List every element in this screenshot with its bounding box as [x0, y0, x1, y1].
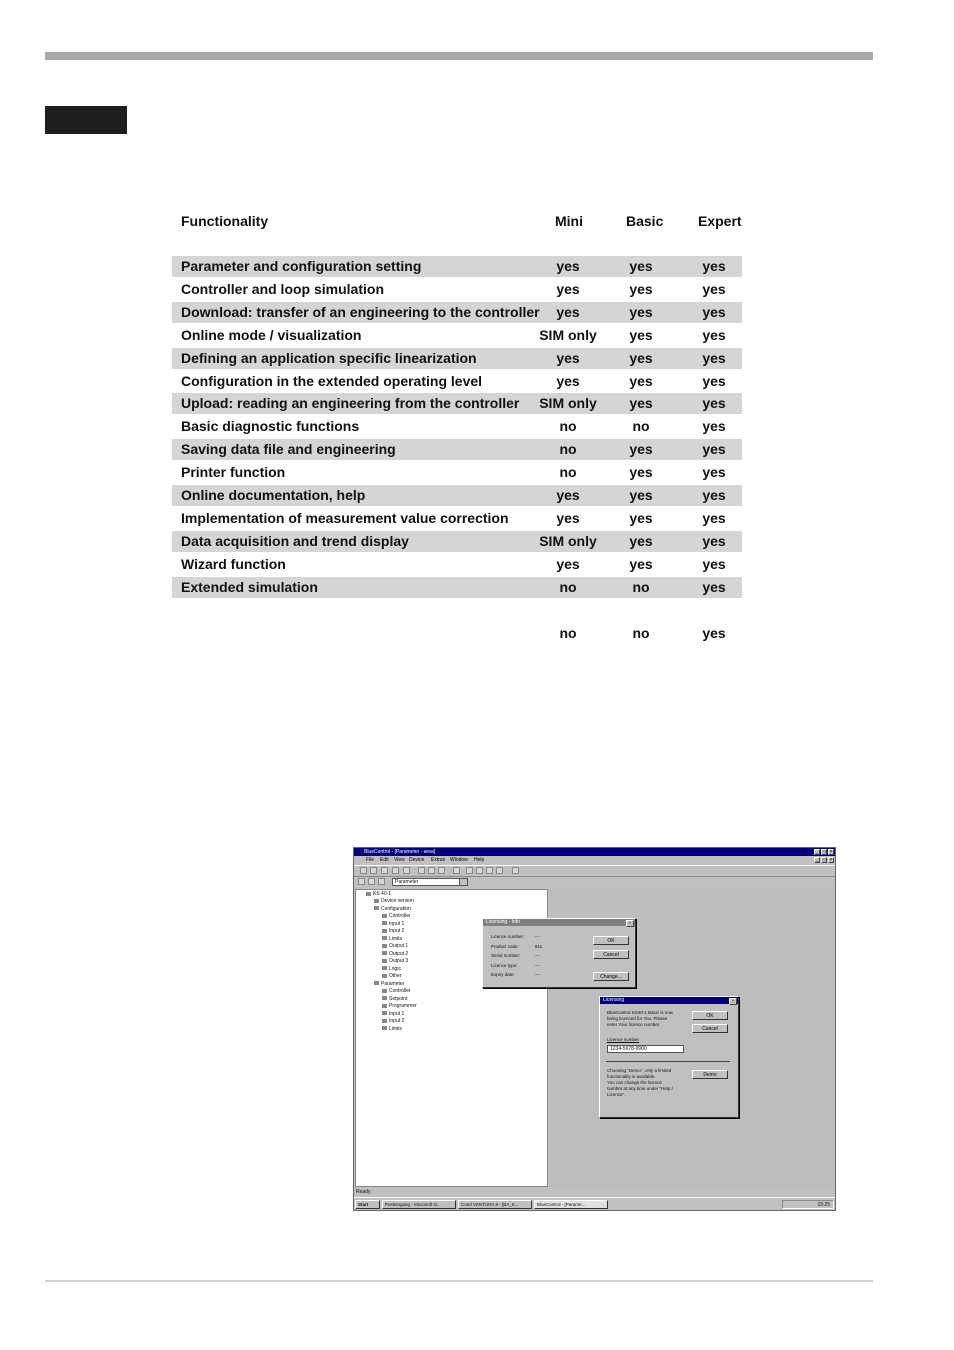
ok-button[interactable]: OK: [692, 1011, 728, 1020]
message-line: BlueControl KS40-1 Basic is now: [607, 1010, 674, 1015]
row-basic: yes: [629, 349, 653, 366]
status-text: Ready: [356, 1189, 371, 1195]
info-label: Serial number:: [491, 953, 521, 958]
menu-extras[interactable]: Extras: [431, 857, 446, 863]
row-basic: yes: [629, 509, 653, 526]
info-value: 811: [535, 943, 543, 949]
row-functionality: Basic diagnostic functions: [181, 418, 360, 435]
tree-item[interactable]: Input 1: [382, 921, 404, 927]
tree-item[interactable]: Device version: [374, 898, 414, 904]
row-mini: yes: [556, 280, 580, 297]
toolbar-button[interactable]: [378, 878, 385, 885]
toolbar-button[interactable]: [466, 867, 473, 874]
table-row: [172, 416, 742, 437]
message-line: enter Your licence number.: [607, 1022, 661, 1027]
licence-number-field[interactable]: [607, 1045, 684, 1053]
taskbar-item[interactable]: Corel VENTURA 8 - [BA_K...: [458, 1200, 532, 1209]
status-bar: [354, 1188, 835, 1196]
demo-info-line: You can change the licence: [607, 1080, 662, 1085]
tree-item[interactable]: Input 1: [382, 1011, 404, 1017]
row-functionality: Configuration in the extended operating level: [181, 372, 483, 389]
row-basic: yes: [629, 258, 653, 274]
row-functionality: Online mode / visualization: [181, 326, 362, 343]
workspace-pane: [486, 889, 834, 1187]
row-functionality: Controller and loop simulation: [181, 280, 384, 297]
menu-edit[interactable]: Edit: [380, 857, 389, 863]
licensing-dialog: [599, 996, 739, 1118]
info-label: Product code:: [491, 943, 519, 949]
tree-item[interactable]: Input 2: [382, 1018, 404, 1024]
row-basic: yes: [629, 555, 653, 572]
table-row: [172, 256, 742, 277]
row-mini: yes: [556, 509, 580, 526]
row-basic: yes: [629, 464, 653, 481]
app-screenshot: [353, 847, 836, 1211]
row-basic: yes: [629, 532, 653, 549]
table-row: [172, 577, 742, 598]
row-basic: yes: [629, 395, 653, 412]
licensing-info-dialog: [482, 918, 636, 988]
table-row: [172, 462, 742, 483]
info-label: Licence type:: [491, 962, 518, 968]
row-basic: yes: [629, 303, 653, 320]
cancel-button[interactable]: Cancel: [593, 950, 629, 959]
row-functionality: Defining an application specific linearization: [181, 349, 477, 366]
info-value: ---: [535, 962, 540, 968]
window-title: BlueControl - [Parameter - area]: [364, 849, 436, 855]
child-close-button[interactable]: ×: [829, 857, 833, 863]
info-label: Licence number:: [491, 934, 525, 939]
menu-file[interactable]: File: [366, 857, 375, 863]
row-functionality: Printer function: [181, 464, 286, 481]
clock: 15:25: [817, 1202, 830, 1208]
row-expert: yes: [702, 464, 726, 481]
header-expert: Expert: [698, 213, 742, 229]
row-functionality: Extended simulation: [181, 578, 318, 595]
child-restore-button[interactable]: □: [822, 857, 826, 863]
row-functionality: Saving data file and engineering: [181, 441, 396, 458]
info-value: ---: [535, 972, 540, 977]
table-row: [172, 393, 742, 414]
row-expert: yes: [702, 418, 726, 435]
maximize-button[interactable]: □: [822, 849, 826, 855]
table-row: [172, 348, 742, 369]
toolbar: [354, 865, 835, 877]
start-button[interactable]: Start: [355, 1200, 380, 1209]
toolbar-button[interactable]: [438, 867, 445, 874]
row-basic: yes: [629, 280, 653, 297]
row-mini: yes: [556, 258, 580, 274]
table-row: [172, 623, 742, 644]
row-basic: yes: [629, 326, 653, 343]
row-basic: no: [632, 624, 650, 641]
section-tab: [45, 106, 127, 134]
row-expert: yes: [702, 280, 726, 297]
row-functionality: Data acquisition and trend display: [181, 532, 409, 549]
tree-item[interactable]: Parameter: [374, 981, 404, 987]
row-mini: SIM only: [539, 326, 597, 343]
tree-item[interactable]: Programmer: [382, 1003, 417, 1009]
header-mini: Mini: [555, 213, 583, 229]
taskbar-item[interactable]: Posteingang - Microsoft O...: [382, 1200, 456, 1209]
menu-view[interactable]: View: [394, 857, 405, 863]
tree-item[interactable]: Controller: [382, 913, 411, 919]
row-expert: yes: [702, 372, 726, 389]
tree-item[interactable]: Other: [382, 973, 402, 979]
table-row: [172, 325, 742, 346]
tree-item[interactable]: Logic: [382, 966, 401, 972]
row-expert: yes: [702, 487, 726, 503]
close-icon[interactable]: ×: [626, 920, 634, 927]
row-mini: yes: [556, 372, 580, 389]
toolbar-button[interactable]: [370, 867, 377, 874]
row-expert: yes: [702, 303, 726, 320]
row-mini: yes: [556, 349, 580, 366]
toolbar-button[interactable]: [368, 878, 375, 885]
table-row: [172, 485, 742, 506]
row-functionality: Implementation of measurement value correction: [181, 509, 509, 526]
row-expert: yes: [702, 624, 726, 641]
tree-root[interactable]: KS 40-1: [366, 891, 391, 897]
row-mini: yes: [556, 303, 580, 320]
toolbar-button[interactable]: [453, 867, 460, 874]
row-mini: no: [559, 418, 577, 435]
dialog-title: Licensing - Info: [483, 919, 635, 926]
toolbar-button[interactable]: [403, 867, 410, 874]
row-functionality: Online documentation, help: [181, 487, 366, 503]
info-value: ---: [535, 953, 540, 958]
taskbar-item-active[interactable]: BlueControl - [Parame...: [534, 1200, 608, 1209]
menu-device[interactable]: Device: [409, 857, 425, 863]
demo-info-line: Choosing "Demo", only a limited: [607, 1068, 672, 1073]
menu-window[interactable]: Window: [450, 857, 468, 863]
table-row: [172, 302, 742, 323]
toolbar-button[interactable]: [360, 867, 367, 874]
row-functionality: Upload: reading an engineering from the controller: [181, 395, 520, 412]
child-minimize-button[interactable]: _: [815, 857, 819, 863]
table-row: [172, 531, 742, 552]
table-row: [172, 371, 742, 392]
row-mini: yes: [556, 555, 580, 572]
toolbar-button[interactable]: [418, 867, 425, 874]
row-expert: yes: [702, 349, 726, 366]
info-label: Expiry date:: [491, 972, 515, 977]
row-expert: yes: [702, 509, 726, 526]
row-basic: yes: [629, 441, 653, 458]
table-row: [172, 554, 742, 575]
row-expert: yes: [702, 532, 726, 549]
tree-item[interactable]: Configuration: [374, 906, 411, 912]
header-basic: Basic: [626, 213, 664, 229]
row-basic: yes: [629, 487, 653, 503]
table-row: [172, 508, 742, 529]
bottom-rule: [45, 1280, 873, 1282]
divider: [606, 1061, 730, 1062]
dialog-title: Licensing: [600, 997, 738, 1004]
row-mini: SIM only: [539, 395, 597, 412]
toolbar-button[interactable]: [358, 878, 365, 885]
toolbar-button[interactable]: [486, 867, 493, 874]
toolbar-button[interactable]: [496, 867, 503, 874]
tree-item[interactable]: Controller: [382, 988, 411, 994]
header-functionality: Functionality: [181, 213, 269, 229]
row-functionality: Parameter and configuration setting: [181, 258, 422, 274]
help-icon[interactable]: [512, 867, 519, 874]
row-mini: no: [559, 578, 577, 595]
table-row: [172, 439, 742, 460]
minimize-button[interactable]: _: [815, 849, 819, 855]
toolbar-button[interactable]: [381, 867, 388, 874]
row-expert: yes: [702, 258, 726, 274]
close-icon[interactable]: ×: [729, 998, 737, 1005]
tree-item[interactable]: Output 2: [382, 951, 408, 957]
row-mini: yes: [556, 487, 580, 503]
row-mini: no: [559, 464, 577, 481]
row-basic: yes: [629, 372, 653, 389]
table-header: [172, 206, 747, 236]
window-titlebar: [354, 848, 835, 856]
licence-number-label: Licence number: [607, 1037, 640, 1042]
cancel-button[interactable]: Cancel: [692, 1024, 728, 1033]
menu-bar: [354, 856, 835, 864]
tree-item[interactable]: Limits: [382, 936, 402, 942]
toolbar-button[interactable]: [392, 867, 399, 874]
row-mini: no: [559, 624, 577, 641]
taskbar: [354, 1197, 835, 1211]
licence-number-value: 1234-5678-9900: [610, 1046, 647, 1052]
tree-item[interactable]: Output 1: [382, 943, 408, 949]
info-value: ---: [535, 934, 540, 939]
system-tray: [782, 1200, 834, 1209]
change-button[interactable]: Change...: [593, 972, 629, 981]
demo-info-line: Licence".: [607, 1092, 626, 1097]
row-expert: yes: [702, 441, 726, 458]
tree-item[interactable]: Setpoint: [382, 996, 407, 1002]
tree-item[interactable]: Output 3: [382, 958, 408, 964]
tree-item[interactable]: Limits: [382, 1026, 402, 1032]
view-select[interactable]: [392, 878, 468, 886]
row-expert: yes: [702, 578, 726, 595]
row-expert: yes: [702, 326, 726, 343]
row-mini: no: [559, 441, 577, 458]
menu-help[interactable]: Help: [474, 857, 485, 863]
message-line: being licenced for You. Please: [607, 1016, 668, 1021]
row-expert: yes: [702, 395, 726, 412]
secondary-toolbar: [354, 877, 835, 888]
row-basic: no: [632, 578, 650, 595]
demo-info-line: functionality is available.: [607, 1074, 656, 1079]
row-functionality: Download: transfer of an engineering to the controller: [181, 303, 540, 320]
view-select-value: Parameter: [395, 879, 419, 885]
chevron-down-icon[interactable]: [459, 879, 467, 885]
row-basic: no: [632, 418, 650, 435]
row-mini: SIM only: [539, 532, 597, 549]
row-functionality: Wizard function: [181, 555, 286, 572]
toolbar-button[interactable]: [476, 867, 483, 874]
table-row: [172, 279, 742, 300]
ok-button[interactable]: OK: [593, 936, 629, 945]
tree-item[interactable]: Input 2: [382, 928, 404, 934]
demo-button[interactable]: Demo: [692, 1070, 728, 1079]
demo-info-line: number at any time under "Help /: [607, 1086, 673, 1091]
top-rule: [45, 52, 873, 60]
close-button[interactable]: ×: [829, 849, 833, 855]
row-expert: yes: [702, 555, 726, 572]
toolbar-button[interactable]: [428, 867, 435, 874]
